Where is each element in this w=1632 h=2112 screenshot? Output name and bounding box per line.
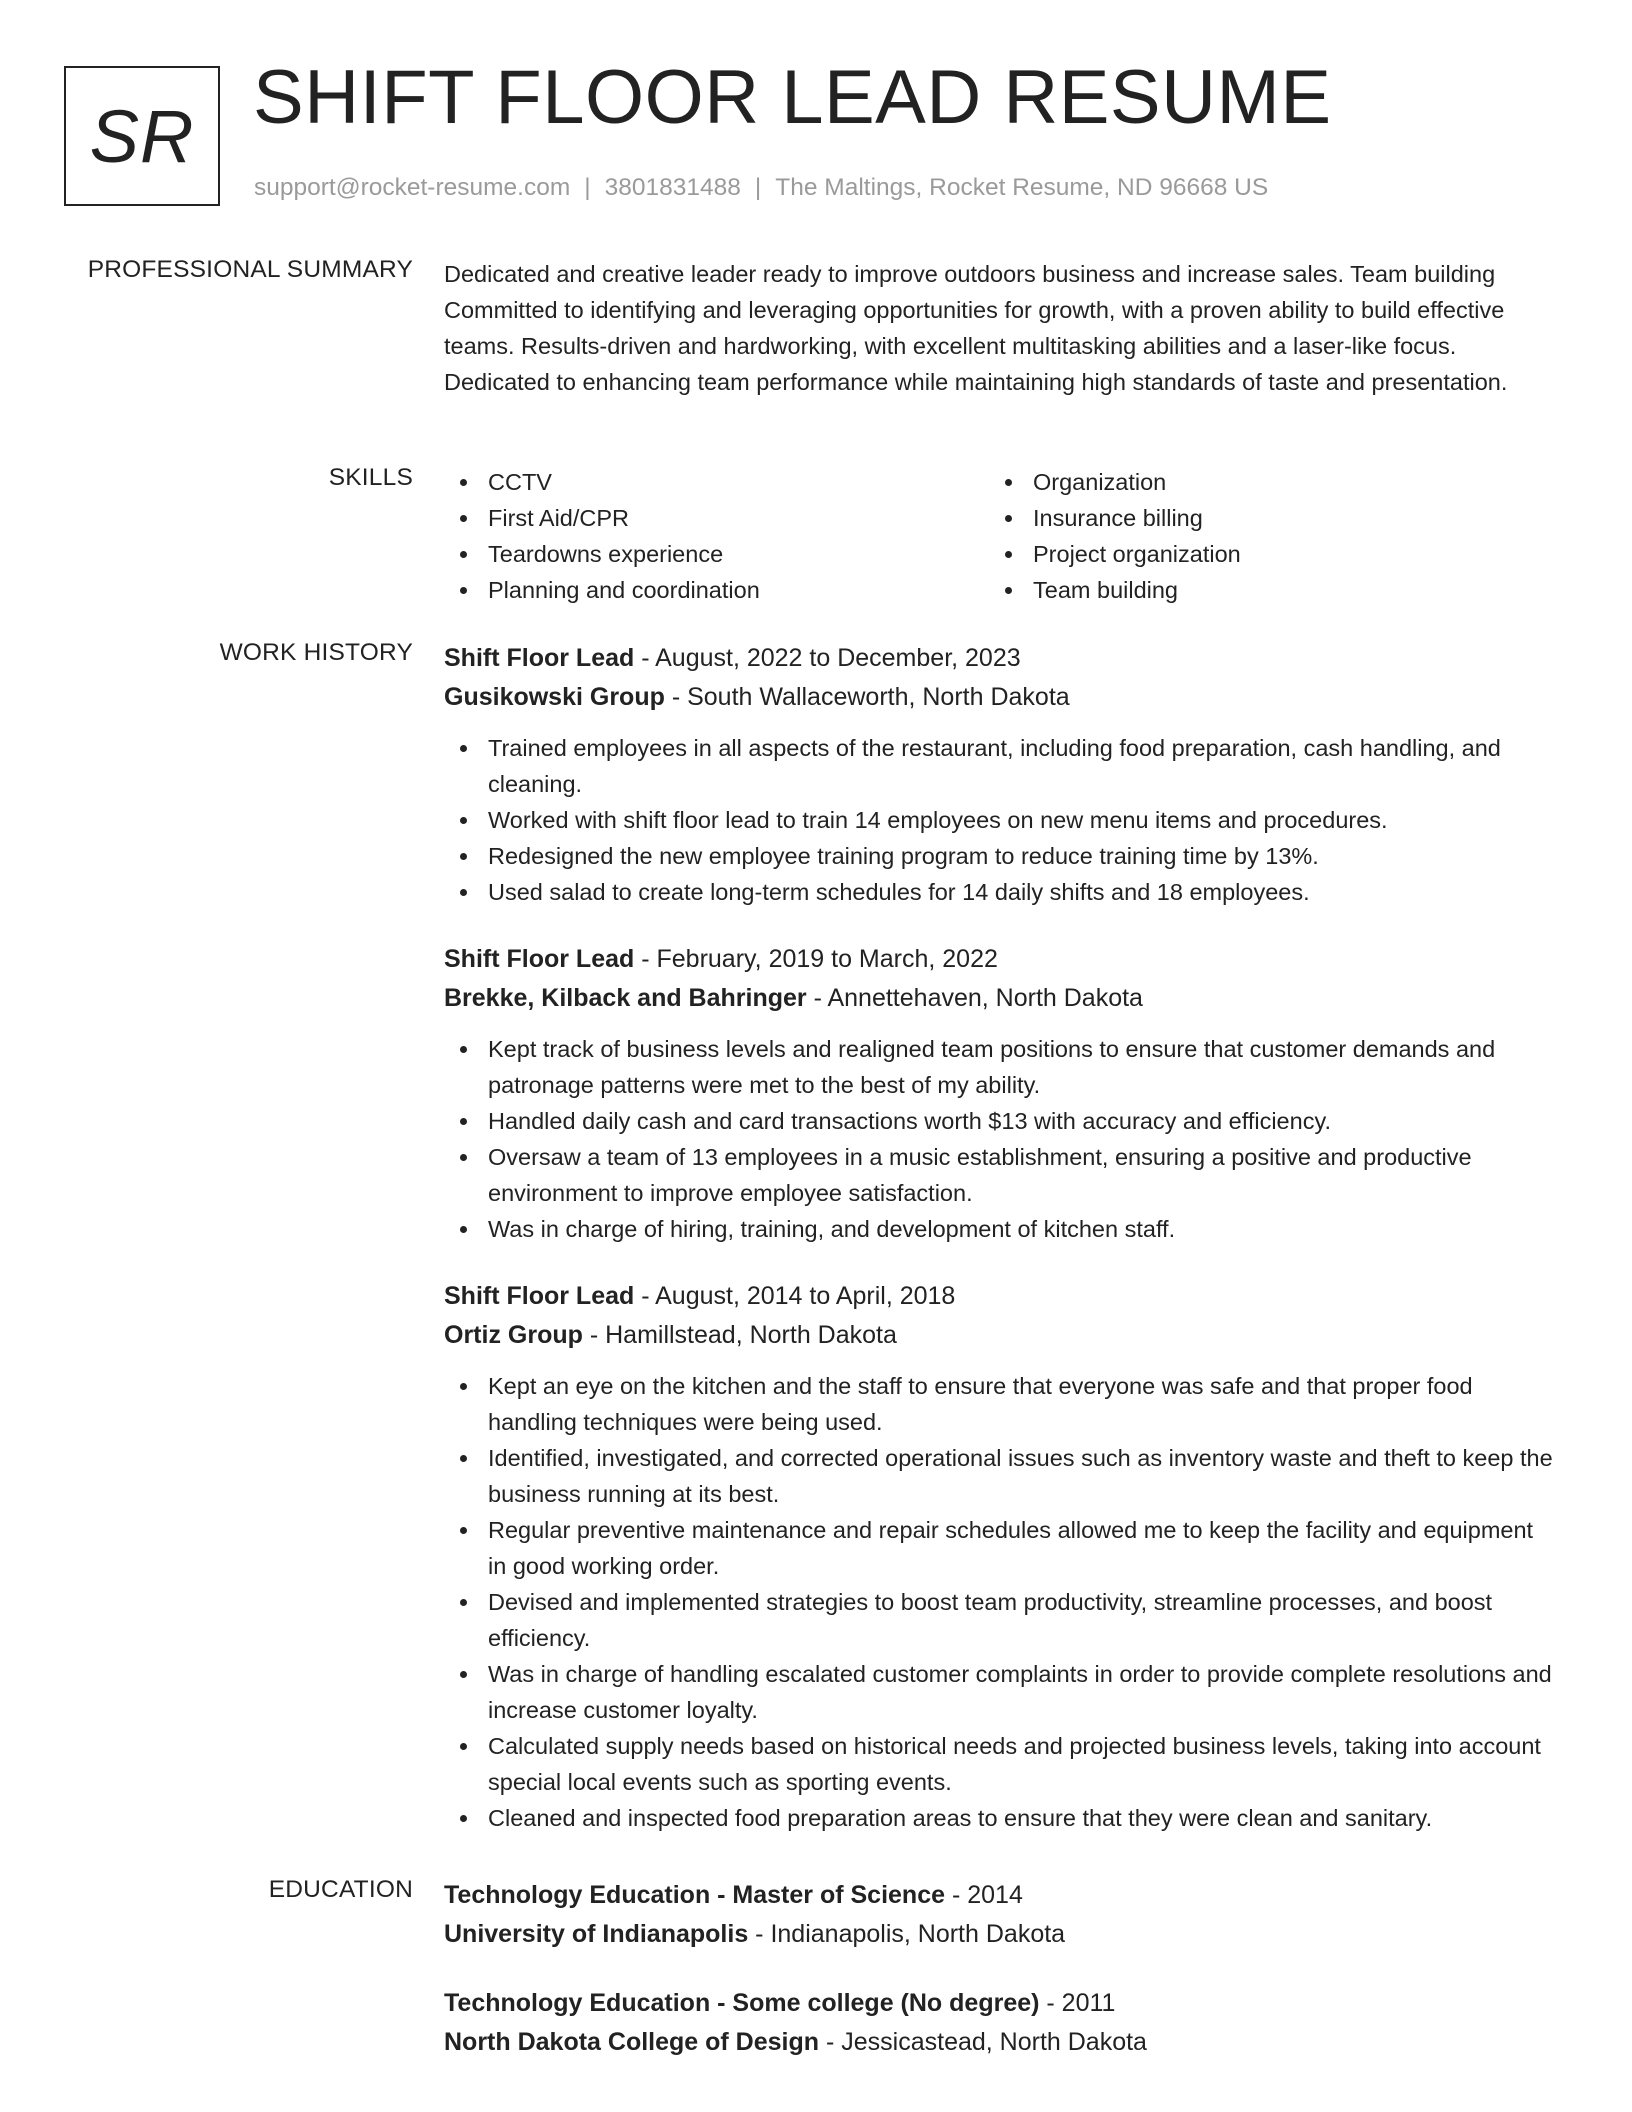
job-bullets <box>444 730 1554 910</box>
job-dates: - February, 2019 to March, 2022 <box>634 945 998 973</box>
education-school: North Dakota College of Design <box>444 2028 820 2056</box>
skill-item: Planning and coordination <box>444 572 989 608</box>
education-school-line <box>444 2023 1554 2062</box>
job-bullet: Cleaned and inspected food preparation areas to ensure that they were clean and sanitary. <box>444 1800 1554 1836</box>
skill-item: Teardowns experience <box>444 536 989 572</box>
education-entry <box>444 1876 1554 1954</box>
summary-text: Dedicated and creative leader ready to improve outdoors business and increase sales. Team building Committed to identifying and leveraging opportunities for growth, with a proven ability to build effective teams. Results-driven and hardworking, with excellent multitasking abilities and a laser-like focus. Dedicated to enhancing team performance while maintaining high standards of taste and presentation. <box>444 261 1508 395</box>
skill-item: First Aid/CPR <box>444 500 989 536</box>
job-location: - Annettehaven, North Dakota <box>806 984 1143 1012</box>
job-bullet: Oversaw a team of 13 employees in a music establishment, ensuring a positive and productive environment to improve employee satisfaction. <box>444 1139 1554 1211</box>
job-location: - Hamillstead, North Dakota <box>582 1321 897 1349</box>
education-body <box>444 1876 1554 2092</box>
education-school-line <box>444 1915 1554 1954</box>
section-label-summary: PROFESSIONAL SUMMARY <box>87 256 413 283</box>
work-history-body <box>444 639 1554 1866</box>
job-company: Gusikowski Group <box>444 683 665 711</box>
job-bullet: Kept an eye on the kitchen and the staff to ensure that everyone was safe and that proper food handling techniques were being used. <box>444 1368 1554 1440</box>
education-degree-line <box>444 1984 1554 2023</box>
job-entry <box>444 940 1554 1247</box>
job-bullet: Identified, investigated, and corrected operational issues such as inventory waste and theft to keep the business running at its best. <box>444 1440 1554 1512</box>
education-location: - Jessicastead, North Dakota <box>819 2028 1147 2056</box>
job-title-line <box>444 1277 1554 1316</box>
education-location: - Indianapolis, North Dakota <box>748 1920 1066 1948</box>
skill-item: Insurance billing <box>989 500 1534 536</box>
job-bullet: Was in charge of handling escalated customer complaints in order to provide complete resolutions and increase customer loyalty. <box>444 1656 1554 1728</box>
job-entry <box>444 1277 1554 1836</box>
job-bullet: Kept track of business levels and realigned team positions to ensure that customer demands and patronage patterns were met to the best of my ability. <box>444 1031 1554 1103</box>
education-school: University of Indianapolis <box>444 1920 749 1948</box>
skill-item: Organization <box>989 464 1534 500</box>
section-label-skills: SKILLS <box>328 464 413 491</box>
job-company-line <box>444 979 1554 1018</box>
job-bullet: Calculated supply needs based on historical needs and projected business levels, taking into account special local events such as sporting events. <box>444 1728 1554 1800</box>
job-location: - South Wallaceworth, North Dakota <box>664 683 1070 711</box>
job-bullets <box>444 1368 1554 1836</box>
skill-item: Team building <box>989 572 1534 608</box>
job-dates: - August, 2022 to December, 2023 <box>634 644 1021 672</box>
education-year: - 2014 <box>945 1881 1023 1909</box>
job-entry <box>444 639 1554 910</box>
skills-column-1 <box>444 464 989 608</box>
education-year: - 2011 <box>1039 1989 1116 2017</box>
skills-column-2 <box>989 464 1534 608</box>
monogram: SR <box>64 66 220 206</box>
summary-body <box>444 256 1554 400</box>
job-bullet: Trained employees in all aspects of the restaurant, including food preparation, cash handling, and cleaning. <box>444 730 1554 802</box>
job-company: Brekke, Kilback and Bahringer <box>444 984 807 1012</box>
job-company-line <box>444 678 1554 717</box>
job-title-line <box>444 940 1554 979</box>
job-bullet: Devised and implemented strategies to boost team productivity, streamline processes, and boost efficiency. <box>444 1584 1554 1656</box>
section-label-work: WORK HISTORY <box>219 639 413 666</box>
job-company-line <box>444 1316 1554 1355</box>
job-bullet: Used salad to create long-term schedules for 14 daily shifts and 18 employees. <box>444 874 1554 910</box>
education-degree: Technology Education - Master of Science <box>444 1881 946 1909</box>
education-degree-line <box>444 1876 1554 1915</box>
job-title: Shift Floor Lead <box>444 1282 635 1310</box>
job-bullet: Handled daily cash and card transactions worth $13 with accuracy and efficiency. <box>444 1103 1554 1139</box>
job-dates: - August, 2014 to April, 2018 <box>634 1282 956 1310</box>
job-bullet: Was in charge of hiring, training, and development of kitchen staff. <box>444 1211 1554 1247</box>
job-title-line <box>444 639 1554 678</box>
education-entry <box>444 1984 1554 2062</box>
skill-item: Project organization <box>989 536 1534 572</box>
job-bullet: Redesigned the new employee training program to reduce training time by 13%. <box>444 838 1554 874</box>
resume-title: SHIFT FLOOR LEAD RESUME <box>253 55 1332 140</box>
job-company: Ortiz Group <box>444 1321 583 1349</box>
contact-separator: | <box>584 174 591 201</box>
contact-email: support@rocket-resume.com <box>254 174 571 201</box>
contact-phone: 3801831488 <box>604 174 741 201</box>
job-bullets <box>444 1031 1554 1247</box>
skill-item: CCTV <box>444 464 989 500</box>
contact-line <box>254 174 1268 202</box>
job-bullet: Regular preventive maintenance and repair schedules allowed me to keep the facility and equipment in good working order. <box>444 1512 1554 1584</box>
section-label-education: EDUCATION <box>268 1876 413 1903</box>
skills-body <box>444 464 1554 608</box>
job-title: Shift Floor Lead <box>444 945 635 973</box>
job-title: Shift Floor Lead <box>444 644 635 672</box>
contact-address: The Maltings, Rocket Resume, ND 96668 US <box>775 174 1269 201</box>
job-bullet: Worked with shift floor lead to train 14 employees on new menu items and procedures. <box>444 802 1554 838</box>
contact-separator: | <box>754 174 762 201</box>
education-degree: Technology Education - Some college (No degree) <box>444 1989 1040 2017</box>
